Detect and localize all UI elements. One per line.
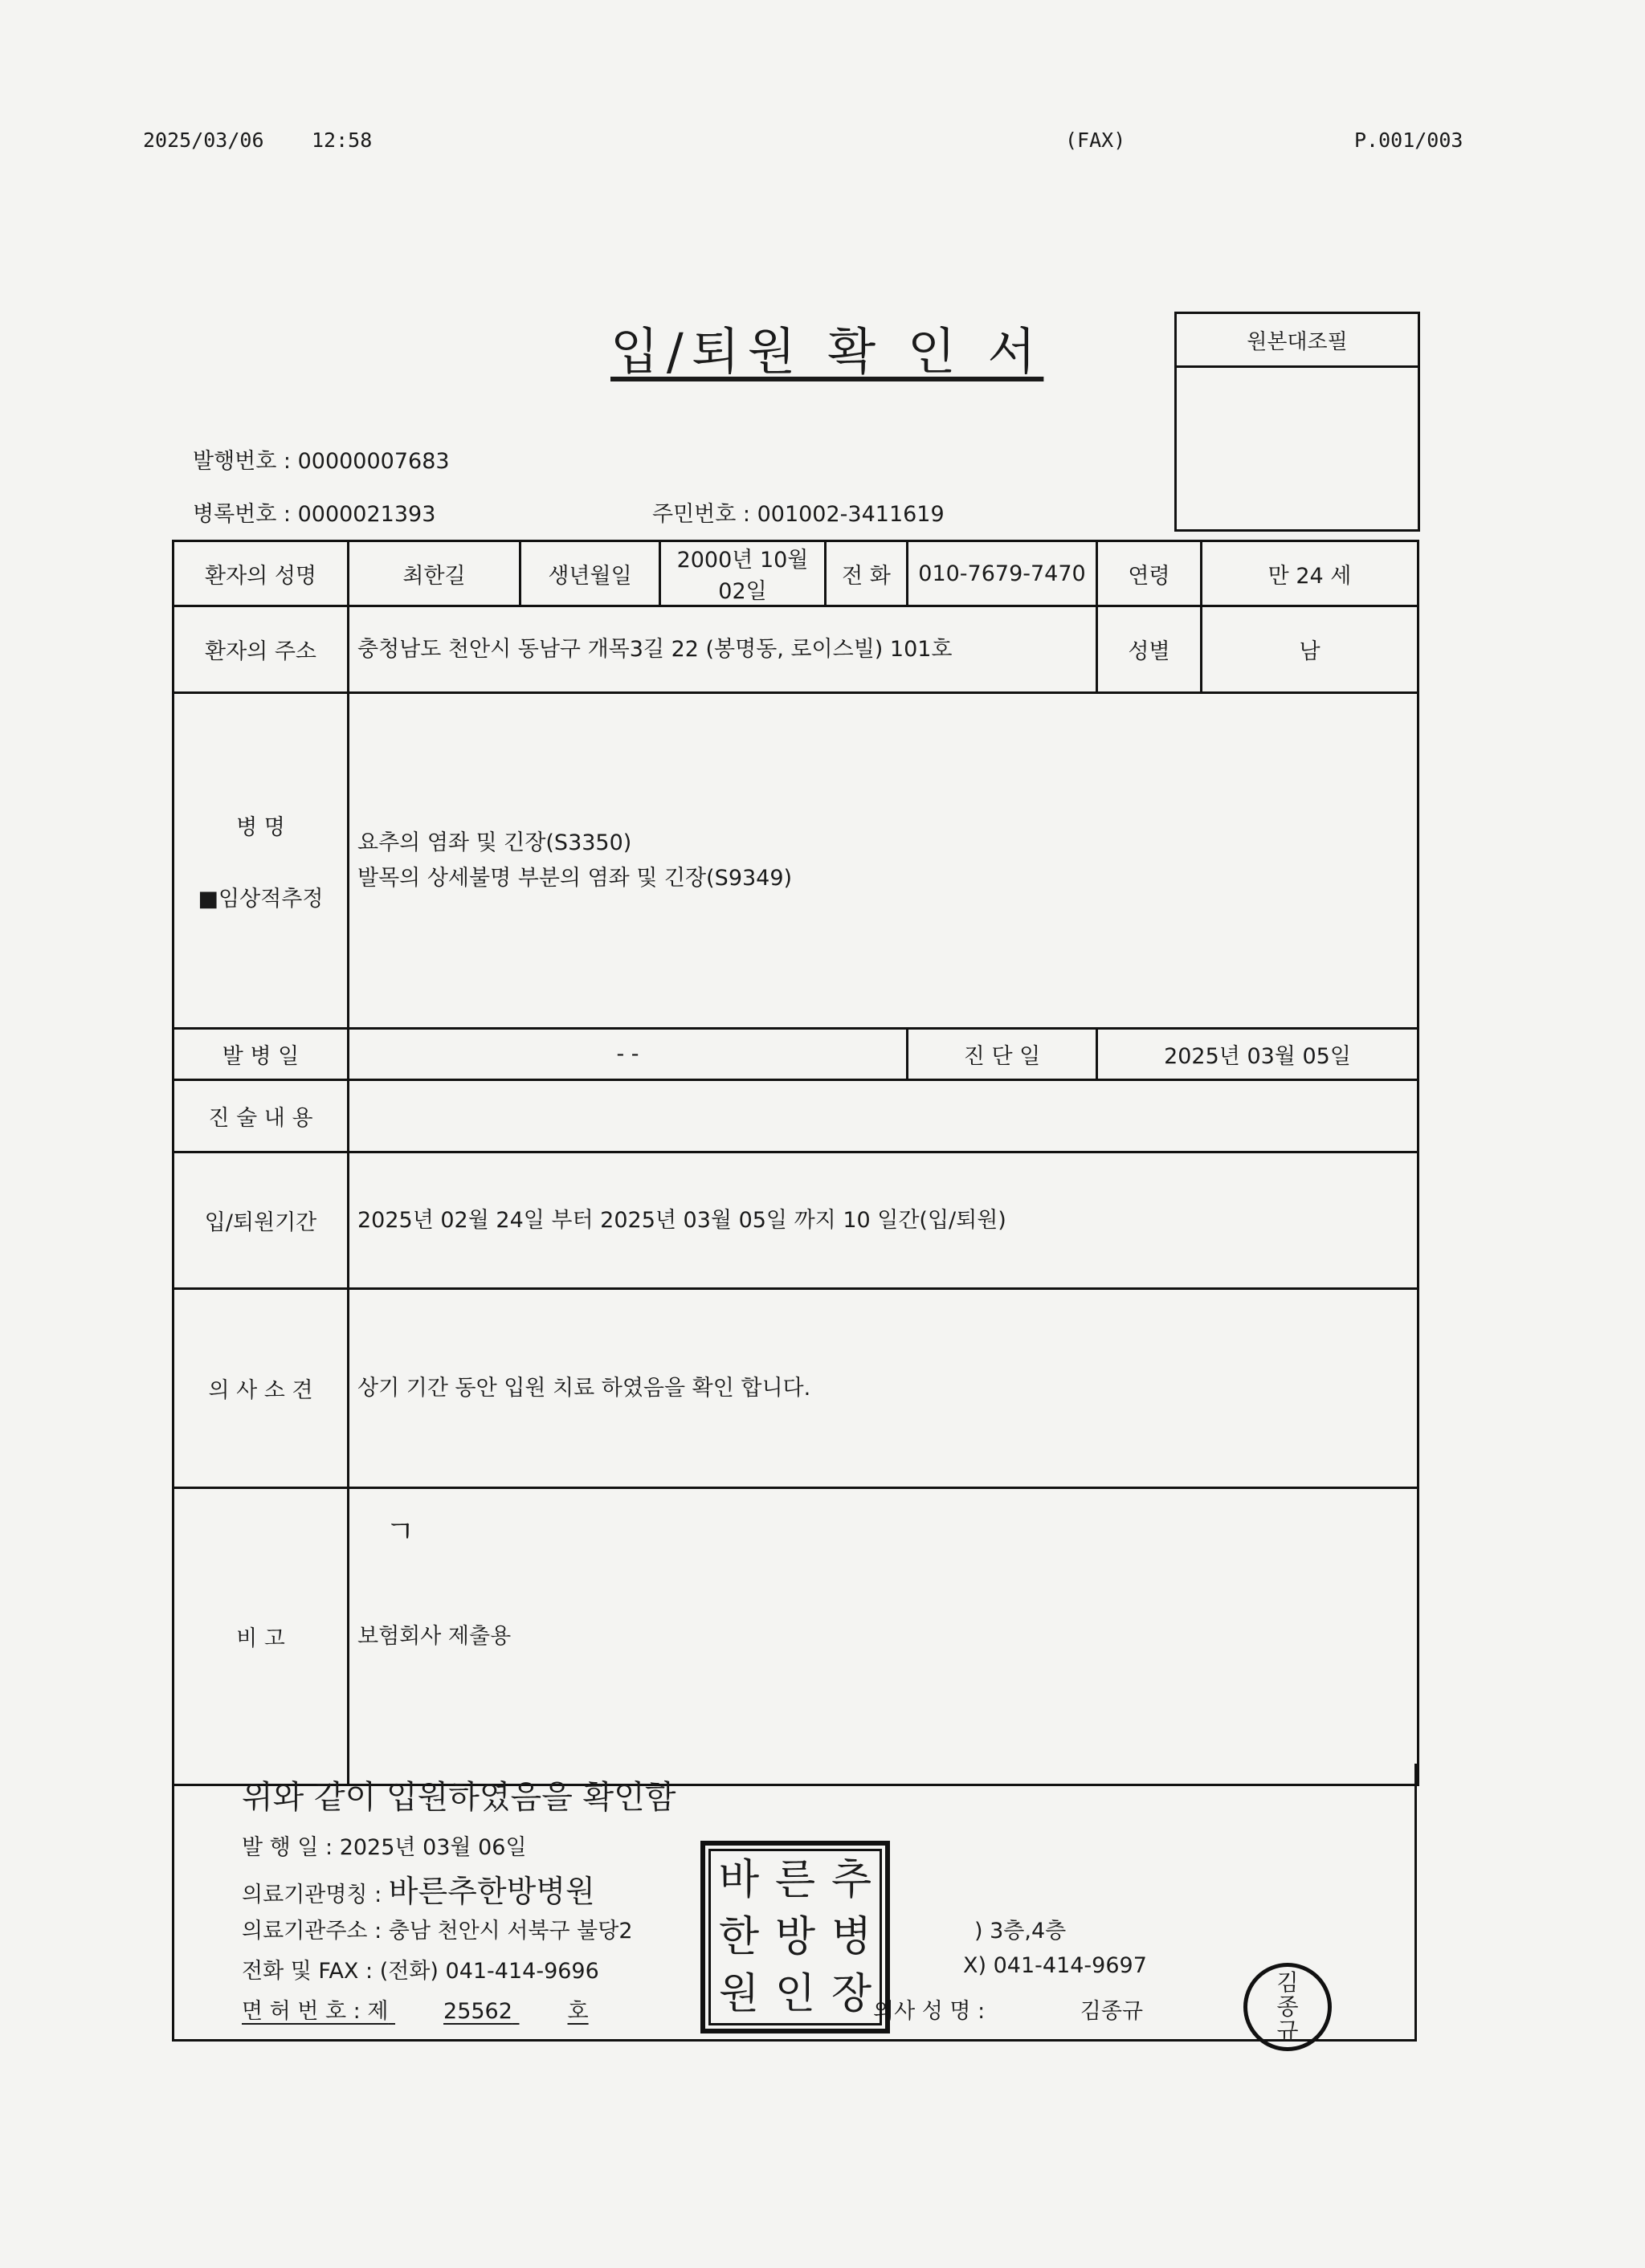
disease-label: 병 명 <box>236 814 285 840</box>
original-verification-label: 원본대조필 <box>1177 314 1418 368</box>
seal-char-3: 추 <box>831 1855 872 1904</box>
record-number-label: 병록번호 <box>193 502 277 527</box>
seal-char-9: 장 <box>831 1970 872 2019</box>
patient-name: 최한길 <box>349 541 520 606</box>
contact-line <box>242 1953 1147 1984</box>
record-number: 병록번호 : 0000021393 <box>193 502 436 527</box>
resident-number-label: 주민번호 <box>652 502 737 527</box>
original-verification-box <box>1174 312 1420 532</box>
age-label: 연령 <box>1097 541 1202 606</box>
admission-period: 2025년 02월 24일 부터 2025년 03월 05일 까지 10 일간(입/퇴원) <box>349 1152 1418 1289</box>
confirmation-statement: 위와 같이 입원하였음을 확인함 <box>242 1779 676 1816</box>
doctor-opinion: 상기 기간 동안 입원 치료 하였음을 확인 합니다. <box>349 1289 1418 1488</box>
issue-number-value: 00000007683 <box>297 449 450 474</box>
disease-names <box>349 693 1418 1029</box>
remarks-content: 보험회사 제출용 <box>349 1488 1418 1785</box>
disease-line-1: 요추의 염좌 및 긴장(S3350) <box>357 830 632 855</box>
age-value: 만 24 세 <box>1202 541 1418 606</box>
hospital-seal <box>700 1841 890 2033</box>
doctor-opinion-label: 의 사 소 견 <box>173 1289 349 1488</box>
seal-char-1: 바 <box>718 1855 760 1904</box>
disease-label-cell <box>173 693 349 1029</box>
record-number-value: 0000021393 <box>297 502 436 527</box>
hospital-phone: (전화) 041-414-9696 <box>379 1959 599 1984</box>
birth-date: 2000년 10월 02일 <box>660 541 826 606</box>
sex-label: 성별 <box>1097 606 1202 693</box>
doctor-seal-char-3: 규 <box>1276 2017 1299 2044</box>
doctor-seal <box>1243 1963 1332 2051</box>
resident-number-value: 001002-3411619 <box>757 502 945 527</box>
seal-char-4: 한 <box>718 1912 760 1961</box>
hospital-name-line <box>242 1866 595 1911</box>
hospital-address-line <box>242 1913 1067 1944</box>
sex-value: 남 <box>1202 606 1418 693</box>
fax-page: P.001/003 <box>1354 128 1463 152</box>
onset-date: - - <box>349 1029 908 1080</box>
issue-date-line <box>242 1829 527 1861</box>
license-number: 25562 <box>443 1999 512 2024</box>
doctor-name: 김종규 <box>1080 1999 1144 2024</box>
birth-date-label: 생년월일 <box>520 541 660 606</box>
phone-number: 010-7679-7470 <box>908 541 1097 606</box>
seal-char-8: 인 <box>774 1970 816 2019</box>
document-title: 입/퇴원 확 인 서 <box>610 322 1044 381</box>
hospital-fax: X) 041-414-9697 <box>963 1953 1147 1978</box>
doctor-name-label: 의사 성 명 : <box>873 1999 986 2024</box>
address-label: 환자의 주소 <box>173 606 349 693</box>
confirmation-form <box>172 540 1419 1786</box>
statement-label: 진 술 내 용 <box>173 1080 349 1152</box>
hospital-address-a: 충남 천안시 서북구 불당2 <box>388 1919 633 1944</box>
seal-char-2: 른 <box>774 1855 816 1904</box>
seal-char-5: 방 <box>774 1912 816 1961</box>
issue-number-label: 발행번호 <box>193 449 277 474</box>
resident-number: 주민번호 : 001002-3411619 <box>652 502 945 527</box>
patient-address: 충청남도 천안시 동남구 개목3길 22 (봉명동, 로이스빌) 101호 <box>349 606 1097 693</box>
hospital-address-b: ) 3층,4층 <box>974 1919 1067 1944</box>
diagnosis-date: 2025년 03월 05일 <box>1097 1029 1418 1080</box>
admission-period-label: 입/퇴원기간 <box>173 1152 349 1289</box>
hospital-name-label: 의료기관명칭 : <box>242 1883 382 1907</box>
doctor-seal-char-2: 종 <box>1276 1993 1299 2020</box>
contact-label: 전화 및 FAX : <box>242 1959 373 1984</box>
issue-date-label: 발 행 일 : <box>242 1835 333 1860</box>
remarks-label: 비 고 <box>173 1488 349 1785</box>
hospital-address-label: 의료기관주소 : <box>242 1919 382 1944</box>
doctor-seal-char-1: 김 <box>1276 1969 1299 1996</box>
disease-line-2: 발목의 상세불명 부분의 염좌 및 긴장(S9349) <box>357 865 793 891</box>
fax-label: (FAX) <box>1065 128 1126 152</box>
clinical-estimate-label: ■임상적추정 <box>198 886 324 912</box>
issue-number: 발행번호 : 00000007683 <box>193 449 450 474</box>
patient-name-label: 환자의 성명 <box>173 541 349 606</box>
hospital-name: 바른추한방병원 <box>388 1874 595 1909</box>
handwritten-check-mark: ㄱ <box>386 1514 415 1549</box>
phone-label: 전 화 <box>826 541 908 606</box>
license-suffix: 호 <box>567 1999 589 2024</box>
onset-date-label: 발 병 일 <box>173 1029 349 1080</box>
doctor-name-line <box>873 1993 1143 2025</box>
seal-char-7: 원 <box>718 1970 760 2019</box>
seal-char-6: 병 <box>831 1912 872 1961</box>
license-line <box>242 1993 589 2025</box>
issue-date: 2025년 03월 06일 <box>339 1835 527 1860</box>
license-label: 면 허 번 호 : 제 <box>242 1999 389 2024</box>
fax-time: 12:58 <box>312 128 373 152</box>
statement-content <box>349 1080 1418 1152</box>
fax-date: 2025/03/06 <box>143 128 264 152</box>
diagnosis-date-label: 진 단 일 <box>908 1029 1097 1080</box>
